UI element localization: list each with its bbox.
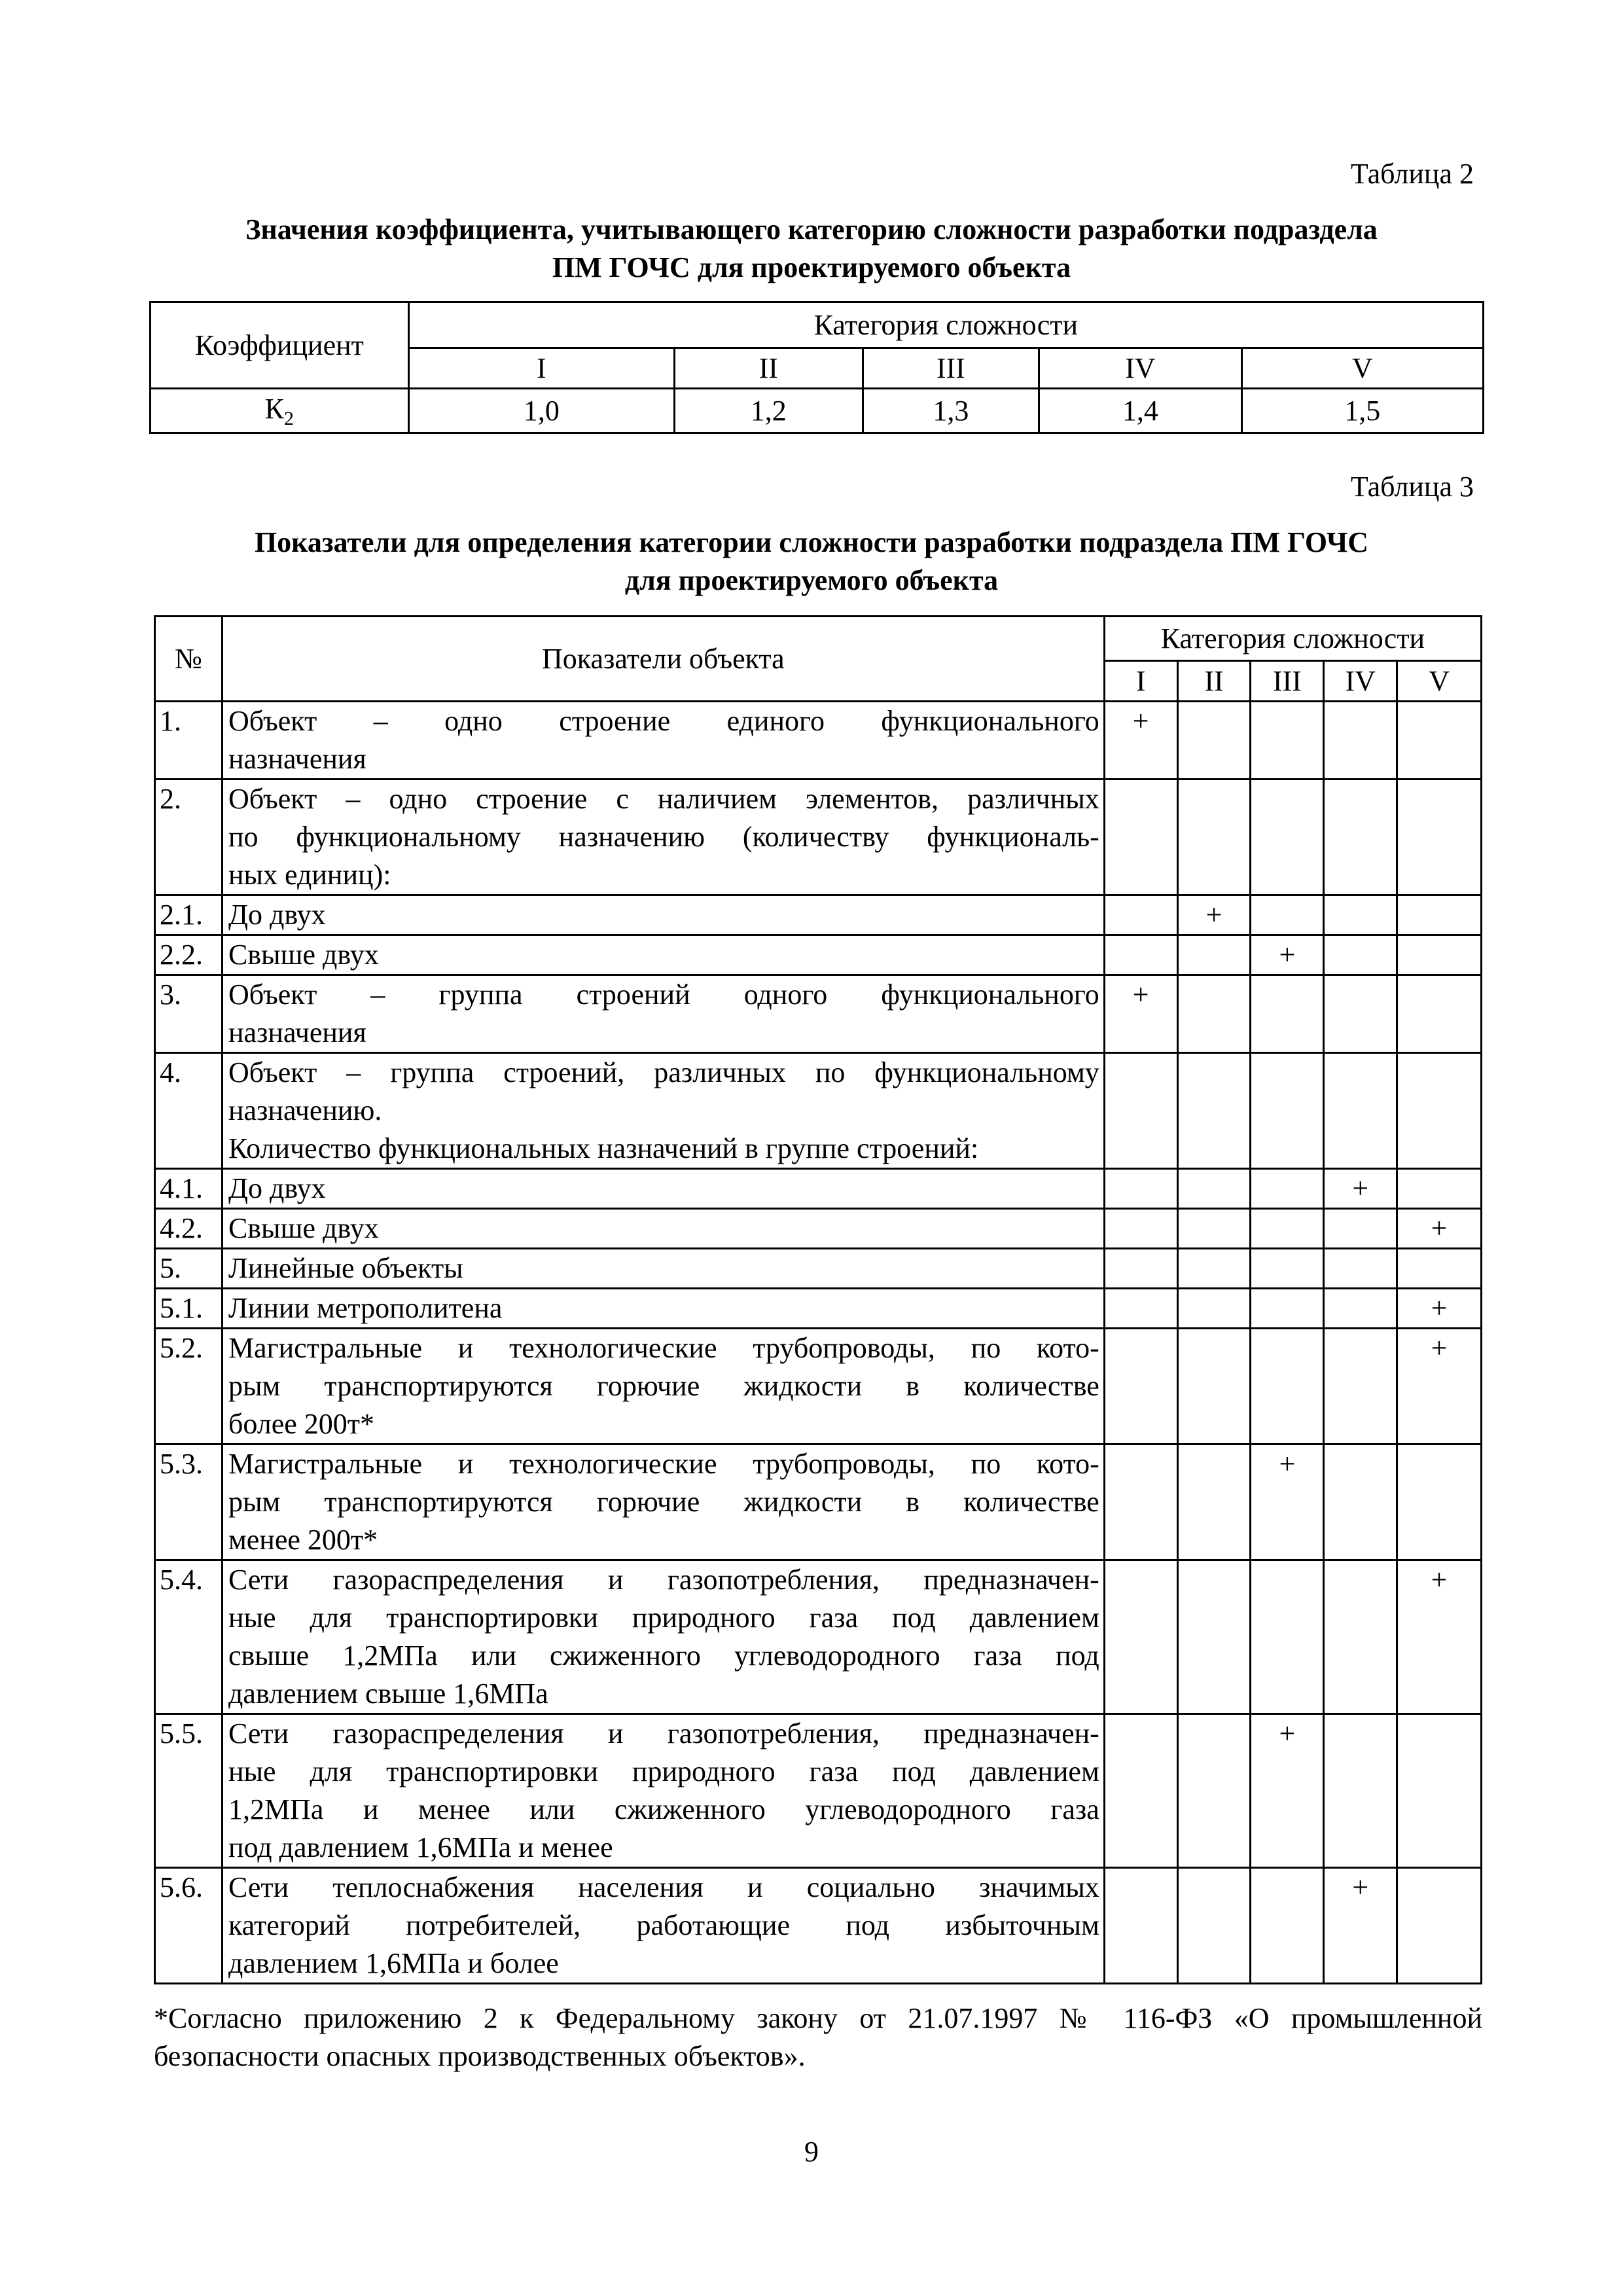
category-header: II (675, 348, 863, 389)
plus-mark: + (1279, 1448, 1296, 1480)
table-row (155, 1169, 1482, 1209)
table2-title (131, 211, 1492, 287)
row-label: К (264, 392, 285, 425)
coefficient-value: 1,2 (675, 389, 863, 433)
category-cell (1324, 975, 1397, 1053)
category-cell (1324, 702, 1397, 780)
plus-mark: + (1431, 1292, 1448, 1324)
indicator-line: категорий потребителей, работающие под избыточным (228, 1909, 1099, 1941)
indicator-line: свыше 1,2МПа или сжиженного углеводородного газа под (228, 1640, 1099, 1672)
plus-mark: + (1431, 1212, 1448, 1244)
category-cell (1251, 702, 1324, 780)
category-cell (1397, 1444, 1482, 1560)
category-cell (1324, 895, 1397, 935)
category-header: V (1241, 348, 1483, 389)
category-header: IV (1324, 661, 1397, 702)
category-cell (1251, 780, 1324, 895)
indicator-line: Магистральные и технологические трубопроводы, по кото- (228, 1332, 1099, 1364)
category-cell (1397, 1868, 1482, 1984)
category-cell (1251, 1289, 1324, 1329)
category-cell (1397, 1714, 1482, 1868)
row-indicator (222, 975, 1104, 1053)
category-cell (1397, 1560, 1482, 1714)
category-cell (1251, 1249, 1324, 1289)
category-cell (1324, 1560, 1397, 1714)
category-cell (1397, 935, 1482, 975)
category-cell (1177, 935, 1251, 975)
category-cell (1251, 1714, 1324, 1868)
category-cell (1397, 1249, 1482, 1289)
row-indicator (222, 935, 1104, 975)
category-cell (1251, 935, 1324, 975)
indicator-line: назначения (228, 1016, 366, 1049)
table3-title-line1: Показатели для определения категории сложности разработки подраздела ПМ ГОЧС (254, 526, 1369, 558)
row-number: 5. (155, 1249, 223, 1289)
category-cell (1324, 780, 1397, 895)
category-cell (1104, 1560, 1177, 1714)
category-cell (1177, 702, 1251, 780)
category-cell (1397, 1053, 1482, 1169)
indicator-line: рым транспортируются горючие жидкости в количестве (228, 1486, 1099, 1518)
category-header: IV (1039, 348, 1241, 389)
row-indicator (222, 1289, 1104, 1329)
indicator-line: Сети теплоснабжения населения и социально значимых (228, 1871, 1099, 1903)
plus-mark: + (1132, 978, 1149, 1011)
indicator-line: давлением свыше 1,6МПа (228, 1677, 548, 1710)
category-cell (1104, 1868, 1177, 1984)
row-number: 5.1. (155, 1289, 223, 1329)
row-indicator (222, 702, 1104, 780)
category-cell (1324, 935, 1397, 975)
row-number: 5.6. (155, 1868, 223, 1984)
category-cell (1397, 780, 1482, 895)
indicator-line: Линейные объекты (228, 1252, 463, 1284)
category-cell (1251, 895, 1324, 935)
row-number: 5.4. (155, 1560, 223, 1714)
row-label-subscript: 2 (284, 407, 294, 429)
category-cell (1104, 1053, 1177, 1169)
header-number: № (155, 617, 223, 702)
indicator-line: ные для транспортировки природного газа под давлением (228, 1602, 1099, 1634)
indicator-line: До двух (228, 899, 326, 931)
table-row (155, 1329, 1482, 1444)
row-indicator (222, 1209, 1104, 1249)
footnote-line2: безопасности опасных производственных объектов». (154, 2040, 806, 2072)
category-header: I (1104, 661, 1177, 702)
category-cell (1397, 1209, 1482, 1249)
indicator-line: назначения (228, 743, 366, 775)
category-cell (1104, 702, 1177, 780)
category-cell (1104, 1714, 1177, 1868)
category-header: V (1397, 661, 1482, 702)
row-number: 5.2. (155, 1329, 223, 1444)
category-cell (1104, 1289, 1177, 1329)
category-header: III (1251, 661, 1324, 702)
table-row (155, 1289, 1482, 1329)
row-number: 4. (155, 1053, 223, 1169)
indicator-line: Объект – одно строение с наличием элементов, различных (228, 783, 1099, 815)
row-number: 5.5. (155, 1714, 223, 1868)
coefficient-value: 1,4 (1039, 389, 1241, 433)
indicator-line: под давлением 1,6МПа и менее (228, 1831, 613, 1863)
category-cell (1177, 895, 1251, 935)
indicator-line: 1,2МПа и менее или сжиженного углеводородного газа (228, 1793, 1099, 1825)
indicator-line: Объект – одно строение единого функционального (228, 705, 1099, 737)
indicator-line: Магистральные и технологические трубопроводы, по кото- (228, 1448, 1099, 1480)
coefficient-value: 1,5 (1241, 389, 1483, 433)
plus-mark: + (1132, 705, 1149, 737)
category-cell (1177, 1329, 1251, 1444)
category-cell (1324, 1444, 1397, 1560)
row-indicator (222, 895, 1104, 935)
table3-title-line2: для проектируемого объекта (624, 564, 999, 596)
category-cell (1104, 895, 1177, 935)
category-header: II (1177, 661, 1251, 702)
plus-mark: + (1431, 1564, 1448, 1596)
row-indicator (222, 780, 1104, 895)
page-number: 9 (804, 2136, 819, 2168)
category-cell (1251, 1329, 1324, 1444)
category-cell (1251, 1053, 1324, 1169)
category-cell (1397, 1169, 1482, 1209)
category-cell (1251, 1209, 1324, 1249)
table-row (155, 1868, 1482, 1984)
coefficient-value: 1,3 (863, 389, 1039, 433)
category-header: III (863, 348, 1039, 389)
table-row (155, 702, 1482, 780)
category-cell (1177, 975, 1251, 1053)
header-category: Категория сложности (1104, 617, 1481, 661)
row-indicator (222, 1444, 1104, 1560)
table-row (155, 780, 1482, 895)
indicator-line: Сети газораспределения и газопотребления, предназначен- (228, 1564, 1099, 1596)
category-cell (1251, 1560, 1324, 1714)
category-cell (1104, 1169, 1177, 1209)
indicator-line: более 200т* (228, 1408, 374, 1440)
table-row (155, 1560, 1482, 1714)
table3-title (131, 524, 1492, 600)
table-row (155, 975, 1482, 1053)
category-cell (1397, 1289, 1482, 1329)
row-number: 2.2. (155, 935, 223, 975)
row-number: 2. (155, 780, 223, 895)
header-indicators: Показатели объекта (222, 617, 1104, 702)
plus-mark: + (1352, 1871, 1369, 1903)
plus-mark: + (1205, 899, 1222, 931)
indicator-line: До двух (228, 1172, 326, 1204)
indicator-line: давлением 1,6МПа и более (228, 1947, 559, 1979)
category-cell (1177, 1053, 1251, 1169)
row-number: 2.1. (155, 895, 223, 935)
category-cell (1324, 1329, 1397, 1444)
row-number: 1. (155, 702, 223, 780)
row-indicator (222, 1560, 1104, 1714)
category-cell (1104, 1444, 1177, 1560)
table3-label: Таблица 3 (1350, 471, 1474, 503)
row-indicator (222, 1169, 1104, 1209)
category-cell (1104, 780, 1177, 895)
category-cell (1397, 975, 1482, 1053)
category-cell (1177, 1289, 1251, 1329)
header-coefficient: Коэффициент (151, 302, 409, 389)
category-cell (1324, 1169, 1397, 1209)
row-indicator (222, 1868, 1104, 1984)
category-cell (1177, 1249, 1251, 1289)
category-cell (1324, 1714, 1397, 1868)
footnote (154, 2000, 1482, 2075)
row-indicator (222, 1053, 1104, 1169)
table-row (155, 935, 1482, 975)
coefficient-table (149, 301, 1484, 434)
category-cell (1104, 1209, 1177, 1249)
category-cell (1251, 975, 1324, 1053)
row-number: 4.1. (155, 1169, 223, 1209)
row-label-k2 (151, 389, 409, 433)
category-cell (1251, 1169, 1324, 1209)
category-cell (1397, 1329, 1482, 1444)
category-cell (1324, 1209, 1397, 1249)
table2-label: Таблица 2 (1350, 158, 1474, 190)
indicator-line: ных единиц): (228, 859, 391, 891)
category-cell (1104, 935, 1177, 975)
category-cell (1104, 975, 1177, 1053)
category-cell (1104, 1329, 1177, 1444)
table-row (155, 1053, 1482, 1169)
indicator-line: рым транспортируются горючие жидкости в количестве (228, 1370, 1099, 1402)
footnote-line1: *Согласно приложению 2 к Федеральному закону от 21.07.1997 № 116-ФЗ «О промышленной (154, 2002, 1482, 2034)
row-indicator (222, 1329, 1104, 1444)
row-indicator (222, 1249, 1104, 1289)
category-cell (1177, 1560, 1251, 1714)
category-cell (1251, 1868, 1324, 1984)
table2-title-line2: ПМ ГОЧС для проектируемого объекта (552, 251, 1071, 283)
row-number: 3. (155, 975, 223, 1053)
indicator-line: Сети газораспределения и газопотребления, предназначен- (228, 1717, 1099, 1749)
indicator-line: назначению. (228, 1094, 382, 1126)
row-number: 4.2. (155, 1209, 223, 1249)
header-category: Категория сложности (408, 302, 1483, 348)
plus-mark: + (1279, 939, 1296, 971)
indicators-table (154, 615, 1482, 1984)
category-cell (1177, 780, 1251, 895)
table-row (155, 1444, 1482, 1560)
indicator-line: Объект – группа строений одного функционального (228, 978, 1099, 1011)
indicator-line: Свыше двух (228, 939, 379, 971)
table-row (155, 1209, 1482, 1249)
category-cell (1324, 1868, 1397, 1984)
category-header: I (408, 348, 674, 389)
row-indicator (222, 1714, 1104, 1868)
category-cell (1177, 1444, 1251, 1560)
table-row (155, 1249, 1482, 1289)
table-row (155, 895, 1482, 935)
category-cell (1397, 895, 1482, 935)
category-cell (1104, 1249, 1177, 1289)
indicator-line: Количество функциональных назначений в группе строений: (228, 1132, 979, 1164)
indicator-line: Линии метрополитена (228, 1292, 503, 1324)
category-cell (1177, 1209, 1251, 1249)
indicator-line: ные для транспортировки природного газа под давлением (228, 1755, 1099, 1787)
category-cell (1324, 1289, 1397, 1329)
indicator-line: Свыше двух (228, 1212, 379, 1244)
table-row (155, 1714, 1482, 1868)
plus-mark: + (1352, 1172, 1369, 1204)
plus-mark: + (1431, 1332, 1448, 1364)
table2-title-line1: Значения коэффициента, учитывающего категорию сложности разработки подраздела (245, 213, 1378, 245)
indicator-line: Объект – группа строений, различных по функциональному (228, 1056, 1099, 1088)
category-cell (1397, 702, 1482, 780)
indicator-line: менее 200т* (228, 1524, 378, 1556)
category-cell (1251, 1444, 1324, 1560)
indicator-line: по функциональному назначению (количеству функциональ- (228, 821, 1099, 853)
category-cell (1177, 1868, 1251, 1984)
category-cell (1324, 1053, 1397, 1169)
category-cell (1324, 1249, 1397, 1289)
plus-mark: + (1279, 1717, 1296, 1749)
category-cell (1177, 1714, 1251, 1868)
category-cell (1177, 1169, 1251, 1209)
row-number: 5.3. (155, 1444, 223, 1560)
coefficient-value: 1,0 (408, 389, 674, 433)
